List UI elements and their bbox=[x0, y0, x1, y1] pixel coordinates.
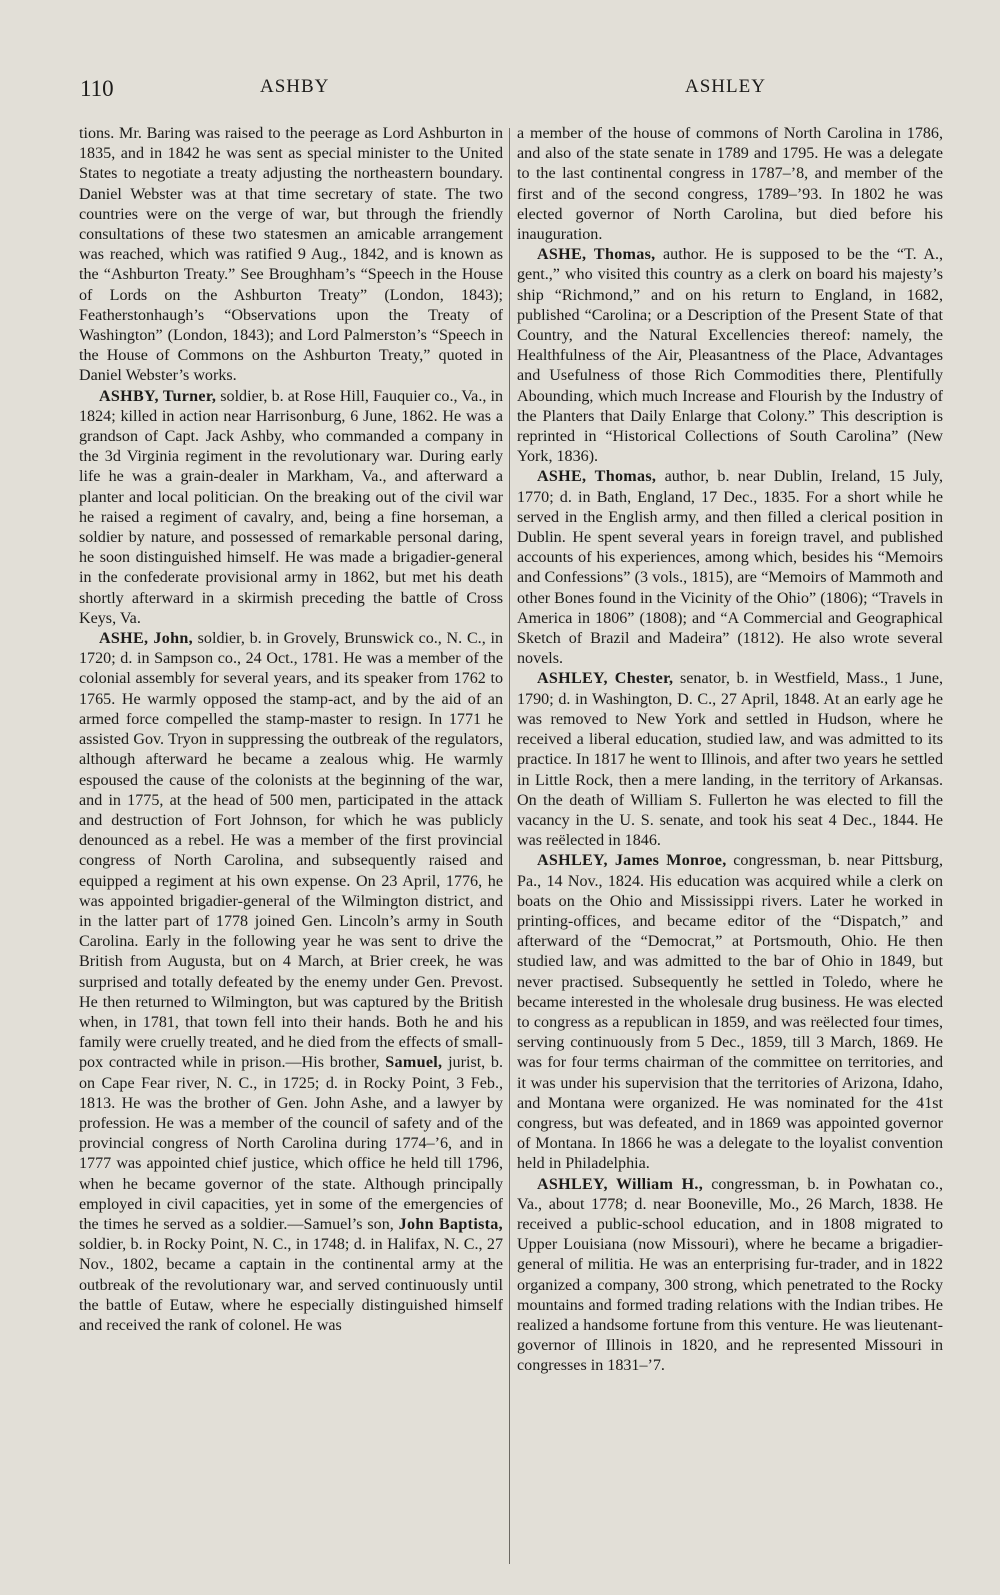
left-running-head: ASHBY bbox=[260, 76, 330, 97]
right-running-head: ASHLEY bbox=[685, 76, 766, 97]
sub-entry-headword: Samuel, bbox=[385, 1054, 443, 1072]
entry-continuation bbox=[517, 124, 943, 245]
entry-continuation bbox=[79, 124, 503, 387]
entry-headword: ASHE, John, bbox=[99, 630, 193, 648]
entry-ashe-john bbox=[79, 629, 503, 1336]
entry-ashley-chester bbox=[517, 669, 943, 851]
entry-text: tions. Mr. Baring was raised to the peerage as Lord Ashburton in 1835, and in 1842 he was sent as special minister to the United States to negotiate a treaty adjusting the northeastern boundary. Daniel Webster was at that time secretary of state. The two countries were on the verge of war, but through the friendly consultations of these two statesmen an amicable arrangement was reached, which was ratified 9 Aug., 1842, and is known as the “Ashburton Treaty.” See Broughham’s “Speech in the House of Lords on the Ashburton Treaty” (London, 1843); Featherstonhaugh’s “Observations upon the Treaty of Washington” (London, 1843); and Lord Palmerston’s “Speech in the House of Commons on the Ashburton Treaty,” quoted in Daniel Webster’s works. bbox=[79, 125, 503, 385]
entry-text: soldier, b. in Grovely, Brunswick co., N. C., in 1720; d. in Sampson co., 24 Oct., 1781. He was a member of the colonial assembly for several years, and its speaker from 1762 to 1765. He warmly opposed the stamp-act, and by the aid of an armed force compelled the stamp-master to resign. In 1771 he assisted Gov. Tryon in suppressing the outbreak of the regulators, although afterward he became a zealous whig. He warmly espoused the cause of the colonists at the beginning of the war, and in 1775, at the head of 500 men, participated in the attack and destruction of Fort Johnson, for which he was publicly denounced as a rebel. He was a member of the first provincial congress of North Carolina, and subsequently raised and equipped a regiment at his own expense. On 23 April, 1776, he was appointed brigadier-general of the Wilmington district, and in the latter part of 1778 joined Gen. Lincoln’s army in South Carolina. Early in the following year he was sent to drive the British from Augusta, but on 4 March, at Brier creek, he was surprised and totally defeated by the enemy under Gen. Prevost. He then returned to Wilmington, but was captured by the British when, in 1781, that town fell into their hands. Both he and his family were cruelly treated, and he died from the effects of small-pox contracted while in prison.—His brother, bbox=[79, 630, 503, 1072]
entry-ashby-turner bbox=[79, 387, 503, 629]
sub-entry-headword: John Baptista, bbox=[398, 1215, 503, 1233]
page-number: 110 bbox=[80, 76, 114, 101]
running-header bbox=[80, 76, 940, 108]
entry-headword: ASHLEY, Chester, bbox=[537, 670, 674, 688]
entry-headword: ASHE, Thomas, bbox=[537, 468, 657, 486]
entry-text: senator, b. in Westfield, Mass., 1 June, 1790; d. in Washington, D. C., 27 April, 1848. At an early age he was removed to New York and settled in Hudson, where he received a liberal education, studied law, and was admitted to its practice. In 1817 he went to Illinois, and after two years he settled in Little Rock, then a mere landing, in the territory of Arkansas. On the death of William S. Fullerton he was elected to fill the vacancy in the U. S. senate, and took his seat 4 Dec., 1844. He was reëlected in 1846. bbox=[517, 670, 943, 850]
right-column bbox=[517, 124, 943, 1574]
entry-ashley-william-h bbox=[517, 1175, 943, 1377]
column-divider bbox=[509, 128, 510, 1564]
sub-entry-text: jurist, b. on Cape Fear river, N. C., in 1725; d. in Rocky Point, 3 Feb., 1813. He was the brother of Gen. John Ashe, and a lawyer by profession. He was a member of the council of safety and of the provincial congress of North Carolina during 1774–’6, and in 1777 was appointed chief justice, which office he held till 1796, when he became governor of the state. Although principally employed in civil capacities, yet in some of the emergencies of the times he served as a soldier.—Samuel’s son, bbox=[79, 1054, 503, 1233]
entry-text: author. He is supposed to be the “T. A., gent.,” who visited this country as a clerk on board his majesty’s ship “Richmond,” and on his return to England, in 1682, published “Carolina; or a Description of the Present State of that Country, and the Natural Excellencies thereof: namely, the Healthfulness of the Air, Pleasantness of the Place, Advantages and Usefulness of those Rich Commodities there, Plentifully Abounding, which much Increase and Flourish by the Industry of the Planters that Daily Enlarge that Colony.” This description is reprinted in “Historical Collections of South Carolina” (New York, 1836). bbox=[517, 246, 943, 466]
entry-text: a member of the house of commons of North Carolina in 1786, and also of the state senate in 1789 and 1795. He was a delegate to the last continental congress in 1787–’8, and member of the first and of the second congress, 1789–’93. In 1802 he was elected governor of North Carolina, but died before his inauguration. bbox=[517, 125, 943, 244]
left-column bbox=[79, 124, 503, 1574]
entry-text: author, b. near Dublin, Ireland, 15 July, 1770; d. in Bath, England, 17 Dec., 1835. For a short while he served in the English army, and then filled a clerical position in Dublin. He spent several years in foreign travel, and published accounts of his experiences, among which, besides his “Memoirs and Confessions” (3 vols., 1815), are “Memoirs of Mammoth and other Bones found in the Vicinity of the Ohio” (1806); “Travels in America in 1806” (1808); and “A Commercial and Geographical Sketch of Brazil and Madeira” (1812). He also wrote several novels. bbox=[517, 468, 943, 668]
entry-headword: ASHBY, Turner, bbox=[99, 387, 217, 405]
entry-text: soldier, b. at Rose Hill, Fauquier co., Va., in 1824; killed in action near Harrisonburg, 6 June, 1862. He was a grandson of Capt. Jack Ashby, who commanded a company in the 3d Virginia regiment in the revolutionary war. During early life he was a grain-dealer in Markham, Va., and afterward a planter and local politician. On the breaking out of the civil war he raised a regiment of cavalry, and, being a fine horseman, a soldier by nature, and possessed of remarkable personal daring, he soon distinguished himself. He was made a brigadier-general in the confederate provisional army in 1862, but met his death shortly afterward in a skirmish preceding the battle of Cross Keys, Va. bbox=[79, 387, 503, 627]
entry-text: congressman, b. near Pittsburg, Pa., 14 Nov., 1824. His education was acquired while a clerk on boats on the Ohio and Mississippi rivers. Later he worked in printing-offices, and became editor of the “Dispatch,” and afterward of the “Democrat,” at Portsmouth, Ohio. He then studied law, and was admitted to the bar of Ohio in 1849, but never practised. Subsequently he settled in Toledo, where he became interested in the wholesale drug business. He was elected to congress as a republican in 1859, and was reëlected four times, serving continuously from 5 Dec., 1859, till 3 March, 1869. He was for four terms chairman of the committee on territories, and it was under his supervision that the territories of Arizona, Idaho, and Montana were organized. He was nominated for the 41st congress, but was defeated, and in 1869 was appointed governor of Montana. In 1866 he was a delegate to the loyalist convention held in Philadelphia. bbox=[517, 852, 943, 1173]
entry-headword: ASHE, Thomas, bbox=[537, 246, 656, 264]
entry-text: congressman, b. in Powhatan co., Va., about 1778; d. near Booneville, Mo., 26 March, 1838. He received a public-school education, and in 1808 migrated to Upper Louisiana (now Missouri), where he became a brigadier-general of militia. He was an enterprising fur-trader, and in 1822 organized a company, 300 strong, which penetrated to the Rocky mountains and formed trading relations with the Indian tribes. He realized a handsome fortune from this venture. He was lieutenant-governor of Illinois in 1820, and he represented Missouri in congresses in 1831–’7. bbox=[517, 1175, 943, 1375]
entry-ashe-thomas-1 bbox=[517, 245, 943, 467]
sub-entry-text: soldier, b. in Rocky Point, N. C., in 1748; d. in Halifax, N. C., 27 Nov., 1802, became a captain in the continental army at the outbreak of the revolutionary war, and served continuously until the battle of Eutaw, where he especially distinguished himself and received the rank of colonel. He was bbox=[79, 1236, 503, 1334]
entry-ashley-james-monroe bbox=[517, 851, 943, 1174]
entry-headword: ASHLEY, William H., bbox=[537, 1175, 704, 1193]
entry-headword: ASHLEY, James Monroe, bbox=[537, 852, 727, 870]
entry-ashe-thomas-2 bbox=[517, 467, 943, 669]
